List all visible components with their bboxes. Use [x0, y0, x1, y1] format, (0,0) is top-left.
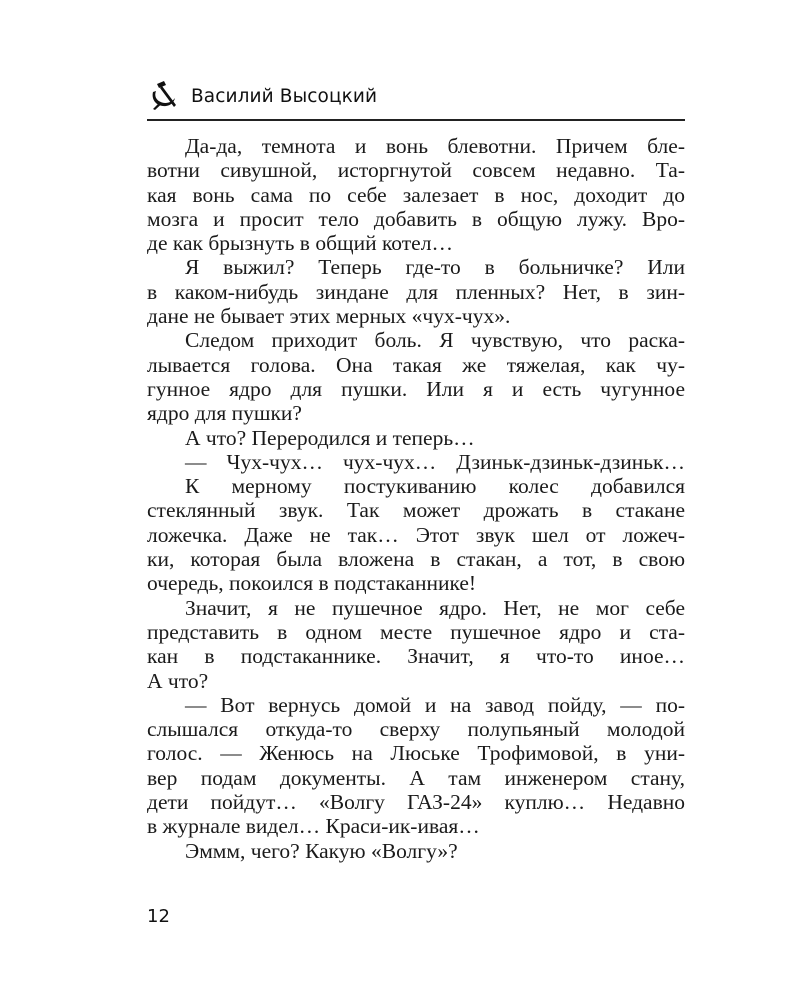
- text-line: ложечка. Даже не так… Этот звук шел от ложеч-: [147, 522, 685, 547]
- text-line: представить в одном месте пушечное ядро и ста-: [147, 619, 685, 644]
- text-line: гунное ядро для пушки. Или я и есть чугунное: [147, 376, 685, 401]
- text-line: лывается голова. Она такая же тяжелая, как чу-: [147, 352, 685, 377]
- text-line: вер подам документы. А там инженером стану,: [147, 765, 685, 790]
- text-line: А что? Переродился и теперь…: [185, 425, 475, 450]
- running-header: [147, 78, 685, 114]
- header-divider: [147, 119, 685, 121]
- text-line: голос. — Женюсь на Люське Трофимовой, в уни-: [147, 741, 685, 766]
- text-line: А что?: [147, 668, 209, 693]
- text-line: слышался откуда-то сверху полупьяный молодой: [147, 717, 685, 742]
- page-number: 12: [147, 906, 170, 927]
- author-name: Василий Высоцкий: [191, 86, 378, 107]
- text-line: Значит, я не пушечное ядро. Нет, не мог себе: [185, 595, 685, 620]
- text-line: де как брызнуть в общий котел…: [147, 231, 453, 256]
- text-line: кая вонь сама по себе залезает в нос, доходит до: [147, 182, 685, 207]
- text-line: Эммм, чего? Какую «Волгу»?: [185, 838, 458, 863]
- text-line: дети пойдут… «Волгу ГАЗ-24» куплю… Недавно: [147, 790, 685, 815]
- text-line: ки, которая была вложена в стакан, а тот, в свою: [147, 547, 685, 572]
- text-line: К мерному постукиванию колес добавился: [185, 474, 685, 499]
- text-line: — Вот вернусь домой и на завод пойду, — по-: [185, 692, 685, 717]
- text-line: ядро для пушки?: [147, 401, 302, 426]
- text-line: Я выжил? Теперь где-то в больничке? Или: [185, 255, 685, 280]
- text-line: в каком-нибудь зиндане для пленных? Нет, в зин-: [147, 279, 685, 304]
- text-line: Следом приходит боль. Я чувствую, что раска-: [185, 328, 685, 353]
- text-line: мозга и просит тело добавить в общую лужу. Вро-: [147, 206, 685, 231]
- hammer-and-sickle-icon: [147, 80, 181, 110]
- text-line: вотни сивушной, исторгнутой совсем недавно. Та-: [147, 158, 685, 183]
- text-line: в журнале видел… Краси-ик-ивая…: [147, 814, 480, 839]
- text-line: дане не бывает этих мерных «чух-чух».: [147, 304, 511, 329]
- body-text: [147, 134, 685, 863]
- text-line: — Чух-чух… чух-чух… Дзиньк-дзиньк-дзиньк…: [185, 449, 685, 474]
- text-line: очередь, покоился в подстаканнике!: [147, 571, 477, 596]
- text-line: кан в подстаканнике. Значит, я что-то иное…: [147, 644, 685, 669]
- text-line: Да-да, темнота и вонь блевотни. Причем бле-: [185, 134, 685, 158]
- text-line: стеклянный звук. Так может дрожать в стакане: [147, 498, 685, 523]
